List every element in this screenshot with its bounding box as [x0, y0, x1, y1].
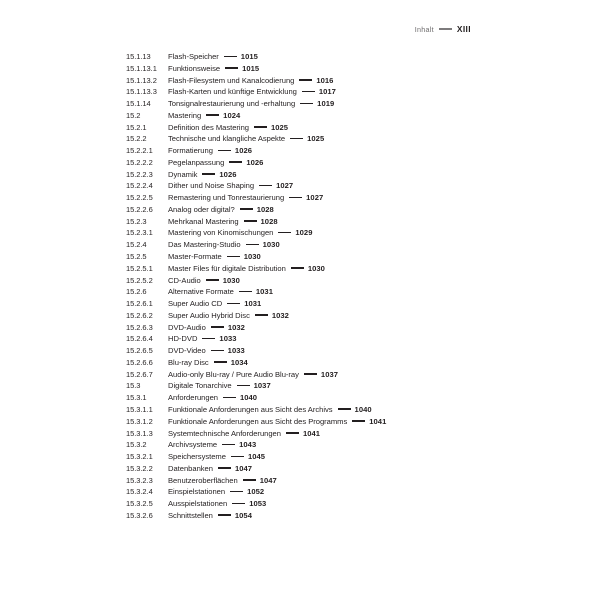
toc-section-number: 15.3.2.6 — [126, 510, 153, 520]
em-dash-rule-icon — [218, 514, 231, 516]
em-dash-rule-icon — [230, 491, 243, 493]
toc-entry — [168, 405, 372, 414]
toc-entry-title: Super Audio Hybrid Disc — [168, 310, 250, 320]
toc-section-number: 15.3.1.3 — [126, 428, 153, 438]
toc-section-number: 15.2.5.1 — [126, 263, 153, 273]
toc-row[interactable] — [126, 146, 570, 158]
toc-entry — [168, 476, 277, 485]
toc-row[interactable] — [126, 228, 570, 240]
em-dash-rule-icon — [237, 385, 250, 387]
toc-row[interactable] — [126, 381, 570, 393]
toc-section-number: 15.3.2.5 — [126, 499, 153, 509]
toc-section-number: 15.1.14 — [126, 99, 151, 109]
toc-section-number: 15.3.2.3 — [126, 475, 153, 485]
toc-entry — [168, 511, 252, 520]
toc-entry — [168, 228, 312, 237]
toc-entry-title: Tonsignalrestaurierung und -erhaltung — [168, 99, 296, 109]
em-dash-rule-icon — [304, 373, 317, 375]
toc-row[interactable] — [126, 405, 570, 417]
toc-row[interactable] — [126, 99, 570, 111]
toc-entry — [168, 99, 334, 108]
toc-row[interactable] — [126, 240, 570, 252]
toc-entry — [168, 264, 325, 273]
toc-row[interactable] — [126, 358, 570, 370]
em-dash-rule-icon — [239, 291, 252, 293]
toc-entry-page-number: 1032 — [227, 322, 245, 332]
em-dash-rule-icon — [222, 444, 235, 446]
toc-entry — [168, 440, 256, 449]
toc-entry-title: Funktionale Anforderungen aus Sicht des Programms — [168, 416, 348, 426]
em-dash-rule-icon — [300, 103, 313, 105]
toc-entry-title: Einspielstationen — [168, 487, 226, 497]
toc-entry-title: Speichersysteme — [168, 452, 226, 462]
toc-section-number: 15.1.13.3 — [126, 87, 157, 97]
toc-entry-page-number: 1032 — [271, 310, 289, 320]
toc-section-number: 15.1.13 — [126, 52, 151, 61]
em-dash-rule-icon — [290, 138, 303, 140]
em-dash-rule-icon — [286, 432, 299, 434]
toc-section-number: 15.3.1.1 — [126, 404, 153, 414]
em-dash-rule-icon — [302, 91, 315, 93]
toc-entry-page-number: 1033 — [219, 334, 237, 344]
toc-entry — [168, 158, 263, 167]
toc-row[interactable] — [126, 170, 570, 182]
toc-entry-title: Dynamik — [168, 169, 198, 179]
toc-entry-title: Technische und klangliche Aspekte — [168, 134, 286, 144]
em-dash-rule-icon — [206, 114, 219, 116]
toc-entry-page-number: 1030 — [243, 252, 261, 262]
toc-entry — [168, 358, 248, 367]
toc-entry-page-number: 1031 — [255, 287, 273, 297]
toc-row[interactable] — [126, 464, 570, 476]
toc-section-number: 15.2.2.5 — [126, 193, 153, 203]
em-dash-rule-icon — [259, 185, 272, 187]
toc-row[interactable] — [126, 429, 570, 441]
running-head-label: Inhalt — [414, 24, 434, 34]
toc-entry-page-number: 1026 — [234, 146, 253, 156]
em-dash-rule-icon — [232, 503, 245, 505]
toc-row[interactable] — [126, 299, 570, 311]
toc-section-number: 15.2.6.3 — [126, 322, 153, 332]
toc-entry — [168, 499, 266, 508]
em-dash-rule-icon — [214, 361, 227, 363]
toc-entry-title: Systemtechnische Anforderungen — [168, 428, 281, 438]
em-dash-rule-icon — [240, 208, 253, 210]
toc-section-number: 15.2.3.1 — [126, 228, 153, 238]
toc-section-number: 15.3 — [126, 381, 141, 391]
toc-section-number: 15.2.2.3 — [126, 169, 153, 179]
toc-section-number: 15.2.6.4 — [126, 334, 153, 344]
toc-entry — [168, 299, 261, 308]
toc-entry-page-number: 1027 — [306, 193, 324, 203]
em-dash-rule-icon — [202, 173, 215, 175]
toc-section-number: 15.2.2 — [126, 134, 147, 144]
toc-entry-title: DVD-Video — [168, 346, 206, 356]
toc-entry-page-number: 1030 — [222, 275, 240, 285]
toc-entry-title: Funktionale Anforderungen aus Sicht des Archivs — [168, 404, 333, 414]
toc-entry-title: Super Audio CD — [168, 299, 223, 309]
toc-entry-title: Dither und Noise Shaping — [168, 181, 255, 191]
toc-entry-page-number: 1030 — [307, 263, 325, 273]
toc-section-number: 15.2.4 — [126, 240, 147, 250]
toc-section-number: 15.2.6.6 — [126, 357, 153, 367]
toc-entry-page-number: 1037 — [253, 381, 271, 391]
table-of-contents — [126, 52, 570, 523]
toc-entry-page-number: 1041 — [369, 416, 387, 426]
toc-entry-page-number: 1034 — [230, 357, 248, 367]
toc-entry — [168, 464, 252, 473]
running-head — [415, 24, 471, 34]
toc-section-number: 15.3.2.2 — [126, 463, 153, 473]
toc-row[interactable] — [126, 134, 570, 146]
toc-section-number: 15.3.2.4 — [126, 487, 153, 497]
toc-entry-title: Das Mastering-Studio — [168, 240, 241, 250]
em-dash-rule-icon — [223, 397, 236, 399]
toc-entry-page-number: 1017 — [318, 87, 336, 97]
toc-section-number: 15.3.2.1 — [126, 452, 153, 462]
toc-entry — [168, 205, 274, 214]
toc-entry-page-number: 1037 — [320, 369, 339, 379]
toc-entry — [168, 123, 288, 132]
toc-entry — [168, 52, 258, 61]
toc-entry — [168, 452, 265, 461]
toc-entry — [168, 323, 245, 332]
toc-entry-page-number: 1026 — [246, 157, 264, 167]
toc-entry — [168, 346, 245, 355]
toc-entry-title: Archivsysteme — [168, 440, 218, 450]
toc-entry-title: Master Files für digitale Distribution — [168, 263, 286, 273]
toc-entry — [168, 334, 237, 343]
toc-entry — [168, 276, 240, 285]
page-folio: XIII — [456, 24, 471, 34]
toc-row[interactable] — [126, 158, 570, 170]
toc-entry-page-number: 1028 — [256, 204, 274, 214]
toc-entry-title: Flash-Filesystem und Kanalcodierung — [168, 75, 295, 85]
toc-entry — [168, 393, 257, 402]
toc-section-number: 15.3.1 — [126, 393, 147, 403]
toc-row[interactable] — [126, 499, 570, 511]
toc-entry-title: Remastering und Tonrestaurierung — [168, 193, 285, 203]
toc-row[interactable] — [126, 123, 570, 135]
toc-entry-page-number: 1019 — [317, 99, 335, 109]
em-dash-rule-icon — [439, 28, 452, 30]
toc-row[interactable] — [126, 417, 570, 429]
toc-entry-page-number: 1053 — [249, 499, 267, 509]
toc-row[interactable] — [126, 370, 570, 382]
toc-entry-title: Definition des Mastering — [168, 122, 249, 132]
toc-entry-page-number: 1024 — [223, 110, 241, 120]
toc-row[interactable] — [126, 452, 570, 464]
toc-entry — [168, 311, 289, 320]
toc-entry — [168, 217, 278, 226]
toc-entry-title: Pegelanpassung — [168, 157, 225, 167]
em-dash-rule-icon — [352, 420, 365, 422]
toc-entry-title: Mehrkanal Mastering — [168, 216, 239, 226]
toc-section-number: 15.2.2.1 — [126, 146, 153, 156]
em-dash-rule-icon — [211, 326, 224, 328]
toc-entry-title: CD-Audio — [168, 275, 201, 285]
toc-entry — [168, 64, 259, 73]
toc-row[interactable] — [126, 476, 570, 488]
toc-section-number: 15.2.6 — [126, 287, 147, 297]
em-dash-rule-icon — [289, 197, 302, 199]
toc-entry-title: Analog oder digital? — [168, 204, 235, 214]
toc-entry — [168, 76, 333, 85]
toc-section-number: 15.1.13.1 — [126, 63, 157, 73]
toc-row[interactable] — [126, 181, 570, 193]
em-dash-rule-icon — [243, 479, 256, 481]
toc-entry-page-number: 1028 — [260, 216, 278, 226]
toc-entry-page-number: 1043 — [239, 440, 257, 450]
toc-section-number: 15.2.2.6 — [126, 204, 153, 214]
em-dash-rule-icon — [211, 350, 224, 352]
toc-row[interactable] — [126, 323, 570, 335]
em-dash-rule-icon — [291, 267, 304, 269]
em-dash-rule-icon — [202, 338, 215, 340]
toc-row[interactable] — [126, 217, 570, 229]
toc-entry-title: Formatierung — [168, 146, 213, 156]
toc-entry — [168, 193, 323, 202]
em-dash-rule-icon — [338, 408, 351, 410]
toc-section-number: 15.3.2 — [126, 440, 147, 450]
toc-entry-page-number: 1052 — [247, 487, 265, 497]
toc-entry-title: Benutzeroberflächen — [168, 475, 238, 485]
em-dash-rule-icon — [206, 279, 219, 281]
toc-row[interactable] — [126, 252, 570, 264]
toc-section-number: 15.1.13.2 — [126, 75, 157, 85]
toc-entry-page-number: 1030 — [262, 240, 280, 250]
em-dash-rule-icon — [299, 79, 312, 81]
toc-entry-page-number: 1040 — [354, 404, 372, 414]
toc-section-number: 15.2.3 — [126, 216, 147, 226]
em-dash-rule-icon — [229, 161, 242, 163]
em-dash-rule-icon — [255, 314, 268, 316]
toc-entry-title: HD-DVD — [168, 334, 198, 344]
toc-section-number: 15.3.1.2 — [126, 416, 153, 426]
toc-entry — [168, 240, 280, 249]
toc-entry-title: Datenbanken — [168, 463, 213, 473]
toc-entry-page-number: 1045 — [247, 452, 266, 462]
toc-row[interactable] — [126, 64, 570, 76]
toc-entry-title: Flash-Speicher — [168, 52, 219, 61]
toc-section-number: 15.2.6.1 — [126, 299, 153, 309]
toc-entry-title: Digitale Tonarchive — [168, 381, 232, 391]
toc-section-number: 15.2.2.4 — [126, 181, 153, 191]
toc-entry-page-number: 1025 — [270, 122, 289, 132]
toc-entry-page-number: 1025 — [307, 134, 325, 144]
toc-section-number: 15.2.5 — [126, 252, 147, 262]
toc-entry — [168, 146, 252, 155]
em-dash-rule-icon — [246, 244, 259, 246]
toc-row[interactable] — [126, 393, 570, 405]
toc-row[interactable] — [126, 276, 570, 288]
toc-entry-title: Ausspielstationen — [168, 499, 228, 509]
em-dash-rule-icon — [278, 232, 291, 234]
toc-row[interactable] — [126, 511, 570, 523]
toc-entry-title: DVD-Audio — [168, 322, 206, 332]
toc-row[interactable] — [126, 440, 570, 452]
toc-entry-page-number: 1047 — [234, 463, 253, 473]
toc-entry-page-number: 1054 — [234, 510, 252, 520]
toc-section-number: 15.2.1 — [126, 122, 147, 132]
toc-row[interactable] — [126, 76, 570, 88]
toc-section-number: 15.2 — [126, 110, 141, 120]
toc-entry — [168, 111, 240, 120]
toc-entry-title: Alternative Formate — [168, 287, 234, 297]
toc-row[interactable] — [126, 287, 570, 299]
toc-row[interactable] — [126, 311, 570, 323]
toc-entry-title: Master-Formate — [168, 252, 222, 262]
em-dash-rule-icon — [254, 126, 267, 128]
toc-row[interactable] — [126, 87, 570, 99]
em-dash-rule-icon — [225, 67, 238, 69]
toc-entry-page-number: 1047 — [259, 475, 277, 485]
toc-row[interactable] — [126, 487, 570, 499]
toc-entry — [168, 87, 336, 96]
toc-entry-page-number: 1041 — [302, 428, 321, 438]
toc-entry-title: Schnittstellen — [168, 510, 213, 520]
toc-row[interactable] — [126, 264, 570, 276]
toc-entry-title: Funktionsweise — [168, 63, 221, 73]
toc-entry — [168, 252, 261, 261]
toc-entry — [168, 181, 293, 190]
toc-entry-title: Flash-Karten und künftige Entwicklung — [168, 87, 297, 97]
toc-entry — [168, 170, 237, 179]
em-dash-rule-icon — [218, 467, 231, 469]
toc-section-number: 15.2.6.5 — [126, 346, 153, 356]
toc-entry-page-number: 1031 — [244, 299, 262, 309]
toc-entry-title: Mastering — [168, 110, 202, 120]
toc-row[interactable] — [126, 52, 570, 64]
em-dash-rule-icon — [218, 150, 231, 152]
toc-entry-title: Blu-ray Disc — [168, 357, 209, 367]
toc-entry-page-number: 1015 — [242, 63, 260, 73]
toc-entry-title: Anforderungen — [168, 393, 218, 403]
toc-entry — [168, 134, 324, 143]
toc-section-number: 15.2.6.2 — [126, 310, 153, 320]
toc-row[interactable] — [126, 334, 570, 346]
toc-section-number: 15.2.6.7 — [126, 369, 153, 379]
toc-entry-title: Mastering von Kinomischungen — [168, 228, 274, 238]
toc-entry — [168, 429, 320, 438]
em-dash-rule-icon — [227, 256, 240, 258]
em-dash-rule-icon — [227, 303, 240, 305]
toc-entry-page-number: 1027 — [276, 181, 294, 191]
toc-entry-page-number: 1033 — [227, 346, 245, 356]
em-dash-rule-icon — [224, 56, 237, 58]
toc-entry-page-number: 1040 — [239, 393, 258, 403]
toc-entry — [168, 487, 264, 496]
toc-row[interactable] — [126, 193, 570, 205]
toc-entry-page-number: 1029 — [295, 228, 313, 238]
em-dash-rule-icon — [231, 456, 244, 458]
toc-row[interactable] — [126, 205, 570, 217]
toc-section-number: 15.2.5.2 — [126, 275, 153, 285]
toc-entry-page-number: 1015 — [240, 52, 258, 61]
toc-row[interactable] — [126, 346, 570, 358]
toc-entry — [168, 381, 271, 390]
toc-entry — [168, 370, 338, 379]
toc-entry — [168, 287, 273, 296]
toc-entry-page-number: 1026 — [219, 169, 237, 179]
toc-entry — [168, 417, 386, 426]
toc-section-number: 15.2.2.2 — [126, 157, 153, 167]
toc-entry-page-number: 1016 — [316, 75, 334, 85]
toc-row[interactable] — [126, 111, 570, 123]
toc-entry-title: Audio-only Blu-ray / Pure Audio Blu-ray — [168, 369, 299, 379]
em-dash-rule-icon — [244, 220, 257, 222]
